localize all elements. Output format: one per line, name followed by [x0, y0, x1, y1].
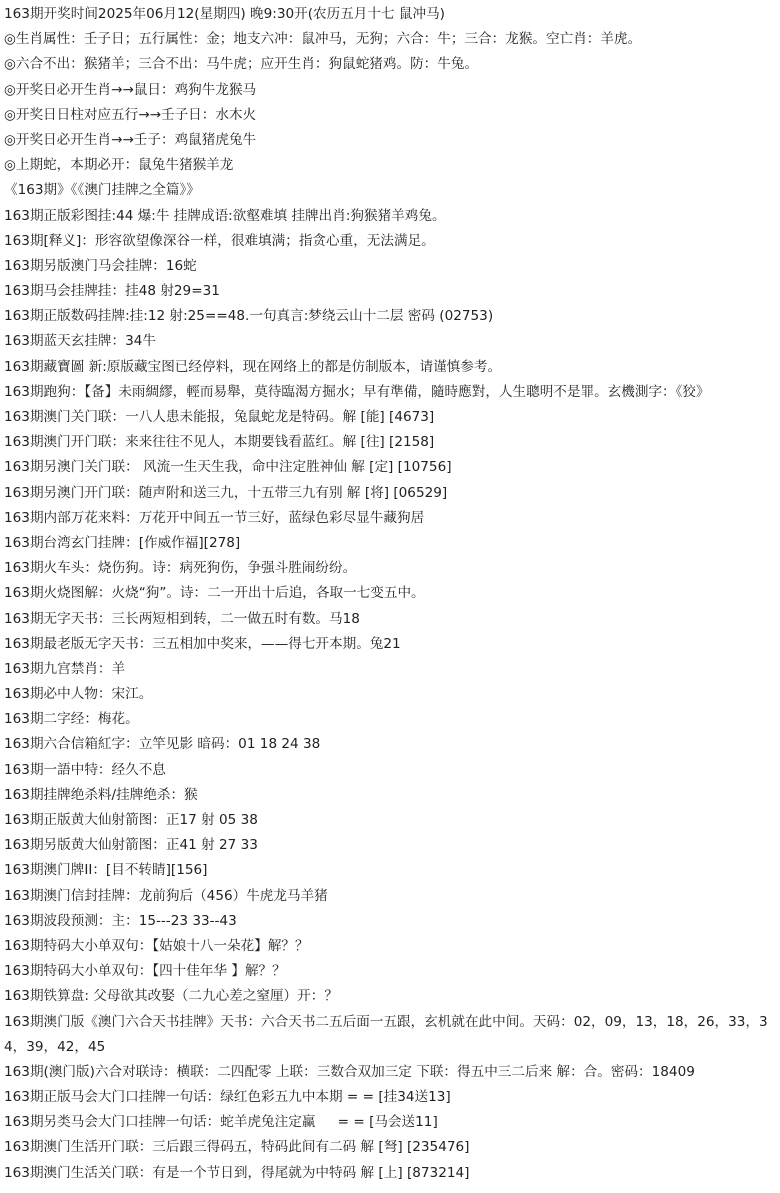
text-line: 163期台湾玄门挂牌：[作威作福][278] — [4, 534, 241, 551]
text-line: 163期跑狗：【备】未雨綢繆，輕而易舉，莫待臨渴方掘水；早有準備，隨時應對，人生聰明不是罪。玄機測字：《狡》 — [4, 383, 710, 400]
text-line: ◎上期蛇，本期必开：鼠兔牛猪猴羊龙 — [4, 157, 234, 174]
text-line: 163期正版黄大仙射箭图：正17 射 05 38 — [4, 812, 258, 828]
text-line: 163期九宫禁肖：羊 — [4, 660, 126, 677]
text-line: 163期必中人物：宋江。 — [4, 686, 153, 703]
text-line: 163期澳门开门联：来来往往不见人，本期要钱看蓝红。解 [往] [2158] — [4, 434, 435, 451]
text-line: ◎开奖日必开生肖→→壬子：鸡鼠猪虎兔牛 — [4, 131, 257, 148]
text-line: 163期无字天书：三长两短相到转，二一做五时有数。马18 — [4, 610, 360, 627]
text-line: 163期另版黄大仙射箭图：正41 射 27 33 — [4, 837, 258, 854]
text-line: 163期(澳门版)六合对联诗：横联：二四配零 上联：三数合双加三定 下联：得五中三二后来 解：合。密码：18409 — [4, 1063, 695, 1080]
document-body — [4, 2, 780, 1186]
text-line: ◎开奖日必开生肖→→鼠日：鸡狗牛龙猴马 — [4, 81, 257, 98]
text-line: 163期二字经：梅花。 — [4, 711, 139, 728]
text-line: 163期澳门生活关门联：有是一个节日到，得尾就为中特码 解 [上] [873214] — [4, 1164, 470, 1181]
text-line: 163期正版数码挂牌:挂:12 射:25==48.一句真言:梦绕云山十二层 密码 (02753) — [4, 308, 494, 325]
text-line: 163期另版澳门马会挂牌：16蛇 — [4, 257, 197, 274]
text-line: ◎六合不出：猴猪羊；三合不出：马牛虎；应开生肖：狗鼠蛇猪鸡。防：牛兔。 — [4, 56, 479, 73]
text-line: ◎开奖日日柱对应五行→→壬子日：水木火 — [4, 106, 257, 123]
text-line: 163期火烧图解：火烧“狗”。诗：二一开出十后追，各取一七变五中。 — [4, 585, 425, 602]
text-line: 163期六合信箱紅字：立竿见影 暗码：01 18 24 38 — [4, 736, 321, 753]
text-line: 163期正版彩图挂:44 爆:牛 挂牌成语:欲壑难填 挂牌出肖:狗猴猪羊鸡兔。 — [4, 207, 446, 224]
text-line: 163期一語中特：经久不息 — [4, 761, 166, 778]
text-line: 163期澳门生活开门联：三后跟三得码五，特码此间有二码 解 [弩] [235476] — [4, 1139, 470, 1156]
text-line: 163期内部万花来料：万花开中间五一节三好，蓝绿色彩尽显牛藏狗居 — [4, 509, 425, 526]
text-line: 163期藏寶圖 新:原版藏宝图已经停料，现在网络上的都是仿制版本，请谨慎参考。 — [4, 358, 502, 375]
text-line: 163期另澳门关门联： 风流一生天生我，命中注定胜神仙 解 [定] [10756] — [4, 459, 452, 476]
text-line: 163期澳门版《澳门六合天书挂牌》天书：六合天书二五后面一五跟，玄机就在此中间。天码：02，09，13，18，26，33，34，39，42，45 — [4, 1013, 768, 1055]
text-line: 163期另类马会大门口挂牌一句话：蛇羊虎兔注定赢 = = [马会送11] — [4, 1114, 438, 1131]
text-line: 163期火车头：烧伤狗。诗：病死狗伤，争强斗胜闹纷纷。 — [4, 560, 357, 577]
text-line: 163期开奖时间2025年06月12(星期四) 晚9:30开(农历五月十七 鼠冲马) — [4, 6, 445, 22]
text-line: 163期正版马会大门口挂牌一句话：绿红色彩五九中本期 = = [挂34送13] — [4, 1089, 451, 1106]
text-line: 163期另澳门开门联：随声附和送三九，十五带三九有别 解 [将] [06529] — [4, 484, 448, 501]
text-line: ◎生肖属性：壬子日；五行属性：金；地支六冲：鼠冲马，无狗；六合：牛；三合：龙猴。空亡肖：羊虎。 — [4, 31, 642, 48]
text-line: 163期特码大小单双句：【姑娘十八一朵花】解？？ — [4, 937, 309, 954]
text-line: 163期澳门牌II：[目不转睛][156] — [4, 862, 208, 879]
text-line: 163期波段预测：主：15---23 33--43 — [4, 912, 237, 929]
text-line: 163期最老版无字天书：三五相加中奖来，——得七开本期。兔21 — [4, 635, 401, 652]
text-line: 163期挂牌绝杀料/挂牌绝杀：猴 — [4, 786, 198, 803]
text-line: 163期[释义]：形容欲望像深谷一样，很难填满；指贪心重，无法满足。 — [4, 232, 435, 249]
text-line: 《163期》《《澳门挂牌之全篇》》 — [4, 182, 200, 199]
text-line: 163期蓝天玄挂牌：34牛 — [4, 333, 156, 350]
text-line: 163期澳门关门联：一八人患未能报，兔鼠蛇龙是特码。解 [能] [4673] — [4, 409, 435, 425]
text-line: 163期特码大小单双句：【四十佳年华 】解？？ — [4, 963, 286, 980]
text-line: 163期澳门信封挂牌：龙前狗后（456）牛虎龙马羊猪 — [4, 887, 328, 904]
text-line: 163期铁算盘: 父母欲其改娶（二九心差之窒厘）开：？ — [4, 988, 338, 1005]
text-line: 163期马会挂牌挂：挂48 射29=31 — [4, 283, 220, 300]
